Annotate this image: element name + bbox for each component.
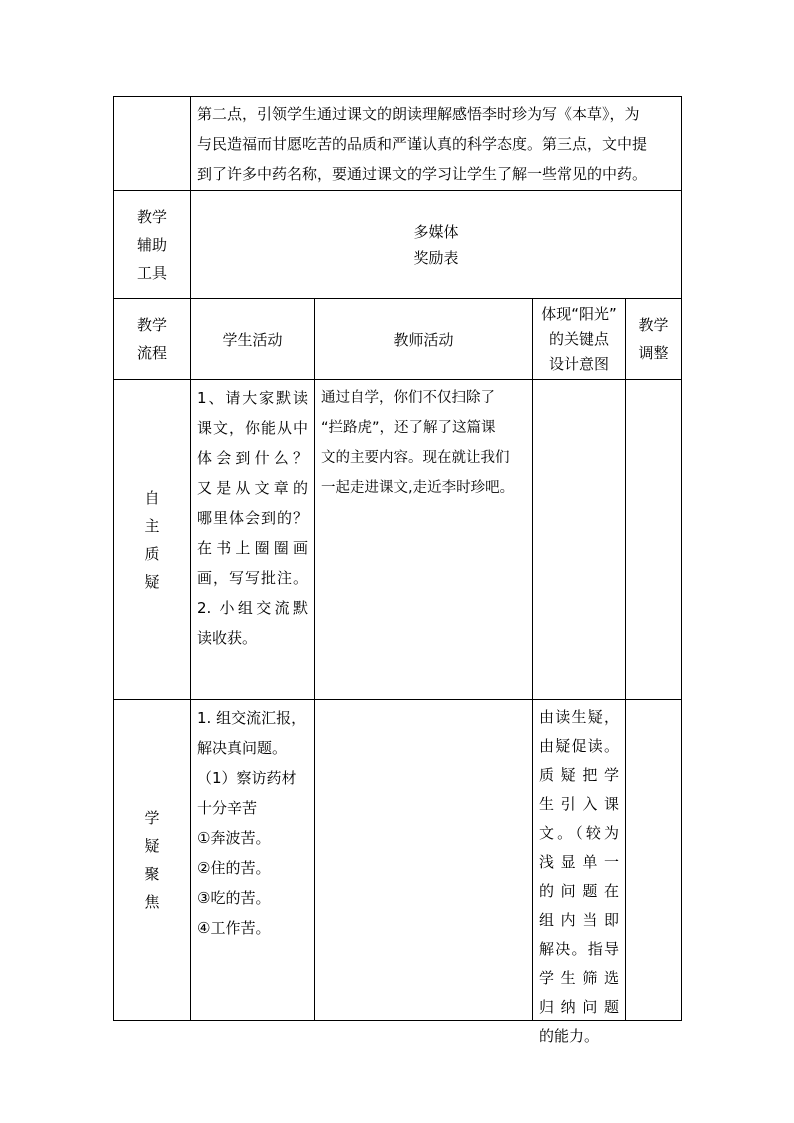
intro-text: [191, 97, 681, 190]
text-line: 画，写写批注。: [197, 569, 308, 587]
student-activity-cell: [191, 700, 314, 1020]
text-line: 组内当即: [539, 911, 619, 929]
text-line: 一起走进课文,走近李时珍吧。: [321, 480, 515, 496]
tool-item: 奖励表: [413, 248, 459, 267]
teacher-activity-cell: [315, 700, 532, 1020]
text-line: （1）察访药材: [197, 769, 297, 787]
header-process: 教学 流程: [136, 316, 167, 362]
header-adjust: 教学 调整: [638, 316, 669, 362]
text-line: 又是从文章的: [197, 479, 308, 497]
stage-label: 自 主 质 疑: [144, 488, 160, 591]
text-line: 解决。指导: [539, 940, 619, 958]
text-line: 1. 组交流汇报，: [197, 709, 307, 727]
header-student-activity: 学生活动: [222, 330, 283, 349]
intro-line: 第二点，引领学生通过课文的朗读理解感悟李时珍为写《本草》，为: [197, 105, 640, 123]
student-activity-cell: [191, 380, 314, 699]
text-line: 文的主要内容。现在就让我们: [321, 450, 510, 466]
text-line: 的问题在: [539, 882, 619, 900]
text-line: 质疑把学: [539, 766, 619, 784]
teacher-activity-cell: [315, 380, 532, 699]
intro-line: 与民造福而甘愿吃苦的品质和严谨认真的科学态度。第三点，文中提: [197, 135, 648, 153]
text-line: ①奔波苦。: [197, 829, 271, 847]
text-line: 1、请大家默读: [197, 389, 308, 407]
text-line: ③吃的苦。: [197, 889, 271, 907]
text-line: 由疑促读。: [539, 737, 619, 755]
text-line: 生引入课: [539, 795, 619, 813]
header-teacher-activity: 教师活动: [393, 330, 454, 349]
text-line: ④工作苦。: [197, 919, 271, 937]
table-border-right: [681, 96, 682, 1021]
header-key-point: 体现“阳光” 的关键点 设计意图: [541, 304, 617, 373]
text-line: 通过自学，你们不仅扫除了: [321, 390, 495, 406]
text-line: 在书上圈圈画: [197, 539, 308, 557]
text-line: 课文，你能从中: [197, 419, 308, 437]
tool-item: 多媒体: [413, 222, 459, 241]
stage-label: 学 疑 聚 焦: [144, 809, 160, 911]
text-line: 由读生疑，: [539, 708, 619, 726]
text-line: “拦路虎”，还了解了这篇课: [321, 420, 496, 436]
intro-line: 到了许多中药名称，要通过课文的学习让学生了解一些常见的中药。: [197, 165, 648, 183]
text-line: 解决真问题。: [197, 739, 288, 757]
text-line: 的能力。: [539, 1027, 600, 1045]
tools-list: [191, 191, 681, 298]
text-line: 浅显单一: [539, 853, 619, 871]
text-line: 体会到什么？: [197, 449, 308, 467]
adjust-cell: [626, 700, 681, 1020]
text-line: 文。（较为: [539, 824, 619, 842]
text-line: 哪里体会到的？: [197, 509, 308, 527]
text-line: 学生筛选: [539, 969, 619, 987]
text-line: 读收获。: [197, 629, 258, 647]
text-line: 归纳问题: [539, 998, 619, 1016]
text-line: 十分辛苦: [197, 799, 258, 817]
key-point-cell: [533, 380, 625, 699]
text-line: 2. 小组交流默: [197, 599, 308, 617]
text-line: ②住的苦。: [197, 859, 271, 877]
key-point-cell: [533, 700, 625, 1045]
tools-label: 教学 辅助 工具: [136, 207, 167, 282]
adjust-cell: [626, 380, 681, 699]
